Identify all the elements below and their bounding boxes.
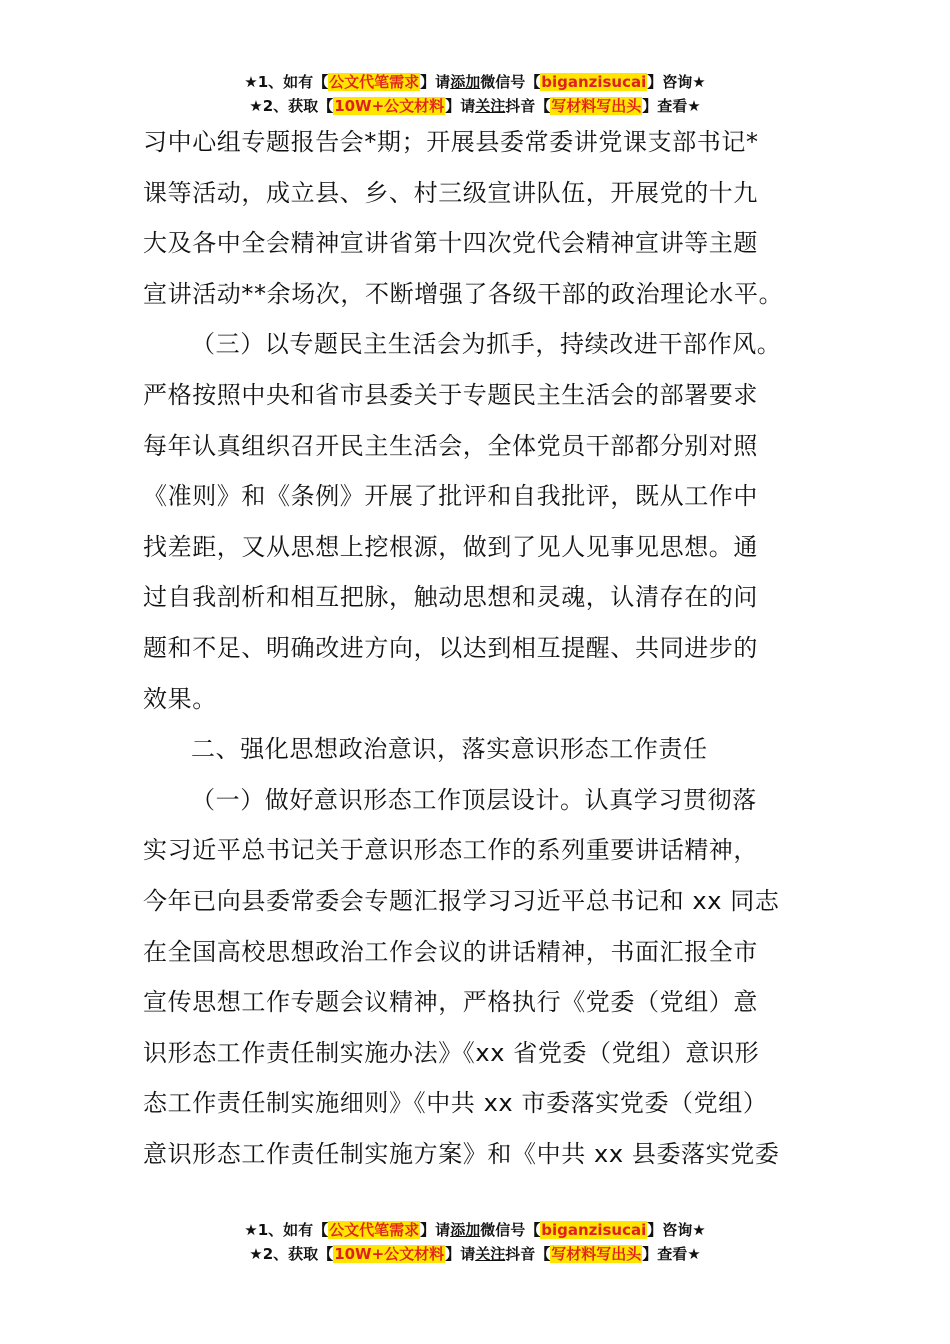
banner-text: 2、获取【 [262,97,334,115]
footer-banner [0,1218,950,1266]
body-line: 课等活动，成立县、乡、村三级宣讲队伍，开展党的十九 [143,178,758,207]
highlight-service: 公文代笔需求 [329,73,420,91]
body-line: 习中心组专题报告会*期；开展县委常委讲党课支部书记* [143,128,759,156]
body-line: 大及各中全会精神宣讲省第十四次党代会精神宣讲等主题 [143,229,758,258]
banner-text: 】请 [420,73,451,91]
banner-text: 抖音【 [505,1245,551,1263]
body-line: 识形态工作责任制实施办法》《xx 省党委（党组）意识形 [143,1038,760,1067]
highlight-douyin: 写材料写出头 [551,97,642,115]
section-heading-3: （三）以专题民主生活会为抓手，持续改进干部作风。 [191,330,782,359]
banner-underlined: 添加 [450,73,481,91]
highlight-wechat-id: biganzisucai [541,73,647,91]
star-icon: ★ [244,1221,258,1239]
section-heading-1: （一）做好意识形态工作顶层设计。认真学习贯彻落 [191,785,757,814]
body-line: 《准则》和《条例》开展了批评和自我批评，既从工作中 [143,482,758,511]
body-line: 实习近平总书记关于意识形态工作的系列重要讲话精神， [143,836,758,865]
banner-underlined: 添加 [450,1221,481,1239]
banner-text: 】请 [445,1245,476,1263]
banner-text: 】咨询★ [647,1221,706,1239]
banner-text: 抖音【 [505,97,551,115]
banner-text: 微信号【 [480,1221,541,1239]
banner-text: 】请 [445,97,476,115]
star-icon: ★ [249,1245,263,1263]
body-line: 严格按照中央和省市县委关于专题民主生活会的部署要求 [143,380,758,409]
body-line: 过自我剖析和相互把脉，触动思想和灵魂，认清存在的问 [143,583,758,612]
highlight-materials: 10W+公文材料 [334,97,445,115]
body-line: 宣传思想工作专题会议精神，严格执行《党委（党组）意 [143,988,758,1017]
body-line: 题和不足、明确改进方向，以达到相互提醒、共同进步的 [143,633,758,662]
body-line: 在全国高校思想政治工作会议的讲话精神，书面汇报全市 [143,937,758,966]
banner-text: 】咨询★ [647,73,706,91]
banner-line-1 [0,1218,950,1242]
star-icon: ★ [249,97,263,115]
highlight-materials: 10W+公文材料 [334,1245,445,1263]
banner-text: 】请 [420,1221,451,1239]
banner-underlined: 关注 [475,97,506,115]
banner-text: 】查看★ [642,97,701,115]
banner-text: 】查看★ [642,1245,701,1263]
star-icon: ★ [244,73,258,91]
header-banner [0,70,950,118]
highlight-service: 公文代笔需求 [329,1221,420,1239]
banner-text: 2、获取【 [262,1245,334,1263]
highlight-douyin: 写材料写出头 [551,1245,642,1263]
body-line: 效果。 [143,684,217,713]
chapter-heading-2: 二、强化思想政治意识，落实意识形态工作责任 [191,735,708,764]
body-line: 宣讲活动**余场次，不断增强了各级干部的政治理论水平。 [143,279,784,308]
banner-text: 1、如有【 [257,73,329,91]
banner-line-2 [0,94,950,118]
banner-line-2 [0,1242,950,1266]
document-body [143,117,823,1179]
body-line: 每年认真组织召开民主生活会，全体党员干部都分别对照 [143,431,758,460]
banner-text: 1、如有【 [257,1221,329,1239]
banner-underlined: 关注 [475,1245,506,1263]
body-line: 意识形态工作责任制实施方案》和《中共 xx 县委落实党委 [143,1139,780,1168]
banner-line-1 [0,70,950,94]
body-line: 态工作责任制实施细则》《中共 xx 市委落实党委（党组） [143,1089,768,1118]
highlight-wechat-id: biganzisucai [541,1221,647,1239]
body-line: 找差距，又从思想上挖根源，做到了见人见事见思想。通 [143,532,758,561]
banner-text: 微信号【 [480,73,541,91]
body-line: 今年已向县委常委会专题汇报学习习近平总书记和 xx 同志 [143,886,780,915]
